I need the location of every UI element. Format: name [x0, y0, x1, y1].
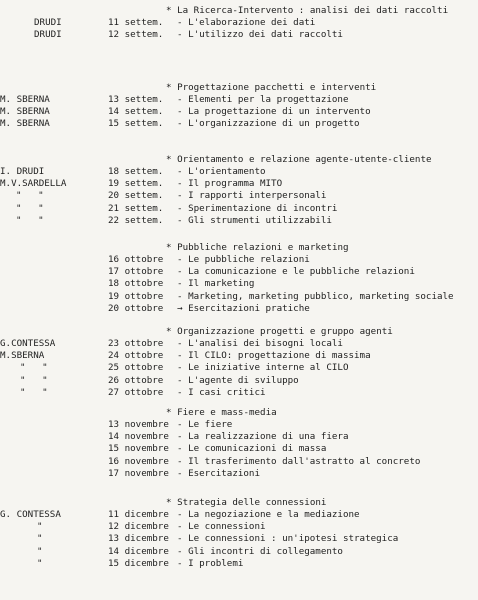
speaker-name: " [37, 533, 43, 545]
schedule-row [0, 203, 478, 215]
schedule-row [0, 94, 478, 106]
schedule-row [0, 118, 478, 130]
session-date: 18 ottobre [108, 278, 164, 290]
speaker-name: " [37, 545, 43, 557]
session-topic: - La negoziazione e la mediazione [177, 509, 360, 520]
session-topic: - La progettazione di un intervento [177, 106, 371, 118]
session-date: 19 settem. [108, 178, 164, 190]
session-topic: - Le connessioni [177, 521, 266, 533]
session-topic: - Il programma MITO [177, 178, 283, 190]
session-topic: - L'orientamento [177, 166, 266, 177]
schedule-row [0, 278, 478, 290]
schedule-row [0, 362, 478, 374]
schedule-row [0, 190, 478, 202]
speaker-name: " " [20, 386, 48, 398]
schedule-row [0, 17, 478, 29]
session-topic: - Elementi per la progettazione [177, 94, 349, 105]
schedule-row [0, 375, 478, 387]
speaker-name: M.SBERNA [0, 350, 45, 362]
session-topic: - Il trasferimento dall'astratto al concreto [177, 455, 421, 467]
speaker-name: M. SBERNA [0, 94, 50, 105]
session-date: 11 dicembre [108, 509, 169, 520]
session-topic: - La comunicazione e le pubbliche relazioni [177, 266, 415, 278]
session-date: 13 novembre [108, 419, 169, 430]
speaker-name: " [37, 557, 43, 569]
session-topic: - Il CILO: progettazione di massima [177, 350, 371, 362]
session-date: 17 novembre [108, 467, 169, 479]
session-date: 25 ottobre [108, 362, 164, 374]
schedule-row [0, 266, 478, 278]
section-heading: * Fiere e mass-media [166, 407, 277, 418]
schedule-row [0, 533, 478, 545]
session-date: 15 settem. [108, 118, 164, 130]
session-topic: - Gli strumenti utilizzabili [177, 214, 332, 226]
session-date: 15 dicembre [108, 557, 169, 569]
session-topic: - I casi critici [177, 386, 266, 398]
session-date: 16 ottobre [108, 254, 164, 265]
session-topic: → Esercitazioni pratiche [177, 302, 310, 314]
session-topic: - Esercitazioni [177, 467, 260, 479]
section-heading: * Strategia delle connessioni [166, 497, 327, 508]
speaker-name: G. CONTESSA [0, 509, 61, 520]
speaker-name: " " [16, 202, 44, 214]
session-topic: - Marketing, marketing pubblico, marketing sociale [177, 290, 454, 302]
schedule-row [0, 303, 478, 315]
schedule-row [0, 29, 478, 41]
schedule-row [0, 254, 478, 266]
schedule-row [0, 558, 478, 570]
session-topic: - Le pubbliche relazioni [177, 254, 310, 265]
speaker-name: M.V.SARDELLA [0, 178, 67, 190]
schedule-row [0, 521, 478, 533]
session-date: 24 ottobre [108, 350, 164, 362]
session-date: 16 novembre [108, 455, 169, 467]
session-date: 26 ottobre [108, 374, 164, 386]
session-topic: - I rapporti interpersonali [177, 190, 327, 202]
session-date: 12 settem. [108, 29, 164, 41]
speaker-name: M. SBERNA [0, 118, 50, 130]
session-date: 20 ottobre [108, 302, 164, 314]
session-topic: - I problemi [177, 557, 244, 569]
speaker-name: " " [20, 362, 48, 374]
session-date: 14 novembre [108, 431, 169, 443]
session-date: 14 settem. [108, 106, 164, 118]
schedule-row [0, 387, 478, 399]
speaker-name: I. DRUDI [0, 166, 45, 177]
schedule-row [0, 468, 478, 480]
schedule-row [0, 338, 478, 350]
session-topic: - Sperimentazione di incontri [177, 202, 338, 214]
session-topic: - Il marketing [177, 278, 255, 290]
session-topic: - Le connessioni : un'ipotesi strategica [177, 533, 399, 545]
section-heading: * Progettazione pacchetti e interventi [166, 82, 377, 93]
speaker-name: " " [16, 214, 44, 226]
schedule-row [0, 443, 478, 455]
speaker-name: " " [16, 190, 44, 202]
speaker-name: G.CONTESSA [0, 338, 56, 349]
session-topic: - L'elaborazione dei dati [177, 17, 316, 28]
session-date: 11 settem. [108, 17, 164, 28]
session-topic: - Gli incontri di collegamento [177, 545, 343, 557]
session-date: 17 ottobre [108, 266, 164, 278]
session-date: 27 ottobre [108, 386, 164, 398]
session-date: 21 settem. [108, 202, 164, 214]
schedule-row [0, 166, 478, 178]
schedule-row [0, 291, 478, 303]
section-heading: * Pubbliche relazioni e marketing [166, 242, 349, 253]
session-date: 13 settem. [108, 94, 164, 105]
session-topic: - L'utilizzo dei dati raccolti [177, 29, 343, 41]
speaker-name: " " [20, 374, 48, 386]
session-topic: - La realizzazione di una fiera [177, 431, 349, 443]
session-date: 20 settem. [108, 190, 164, 202]
session-date: 18 settem. [108, 166, 164, 177]
schedule-row [0, 350, 478, 362]
session-date: 13 dicembre [108, 533, 169, 545]
session-topic: - L'agente di sviluppo [177, 374, 299, 386]
schedule-row [0, 546, 478, 558]
session-date: 22 settem. [108, 214, 164, 226]
schedule-row [0, 215, 478, 227]
session-topic: - L'analisi dei bisogni locali [177, 338, 343, 349]
speaker-name: " [37, 521, 43, 533]
section-heading: * Orientamento e relazione agente-utente-cliente [166, 154, 432, 165]
schedule-row [0, 106, 478, 118]
schedule-row [0, 431, 478, 443]
session-date: 14 dicembre [108, 545, 169, 557]
schedule-row [0, 456, 478, 468]
section-heading: * Organizzazione progetti e gruppo agenti [166, 326, 393, 337]
session-date: 19 ottobre [108, 290, 164, 302]
session-topic: - Le fiere [177, 419, 233, 430]
section-heading: * La Ricerca-Intervento : analisi dei dati raccolti [166, 5, 449, 16]
schedule-row [0, 178, 478, 190]
session-date: 12 dicembre [108, 521, 169, 533]
session-date: 23 ottobre [108, 338, 164, 349]
schedule-row [0, 419, 478, 431]
session-topic: - Le iniziative interne al CILO [177, 362, 349, 374]
session-date: 15 novembre [108, 443, 169, 455]
speaker-name: DRUDI [34, 17, 62, 28]
schedule-row [0, 509, 478, 521]
speaker-name: DRUDI [34, 29, 62, 41]
speaker-name: M. SBERNA [0, 106, 50, 118]
session-topic: - L'organizzazione di un progetto [177, 118, 360, 130]
session-topic: - Le comunicazioni di massa [177, 443, 327, 455]
